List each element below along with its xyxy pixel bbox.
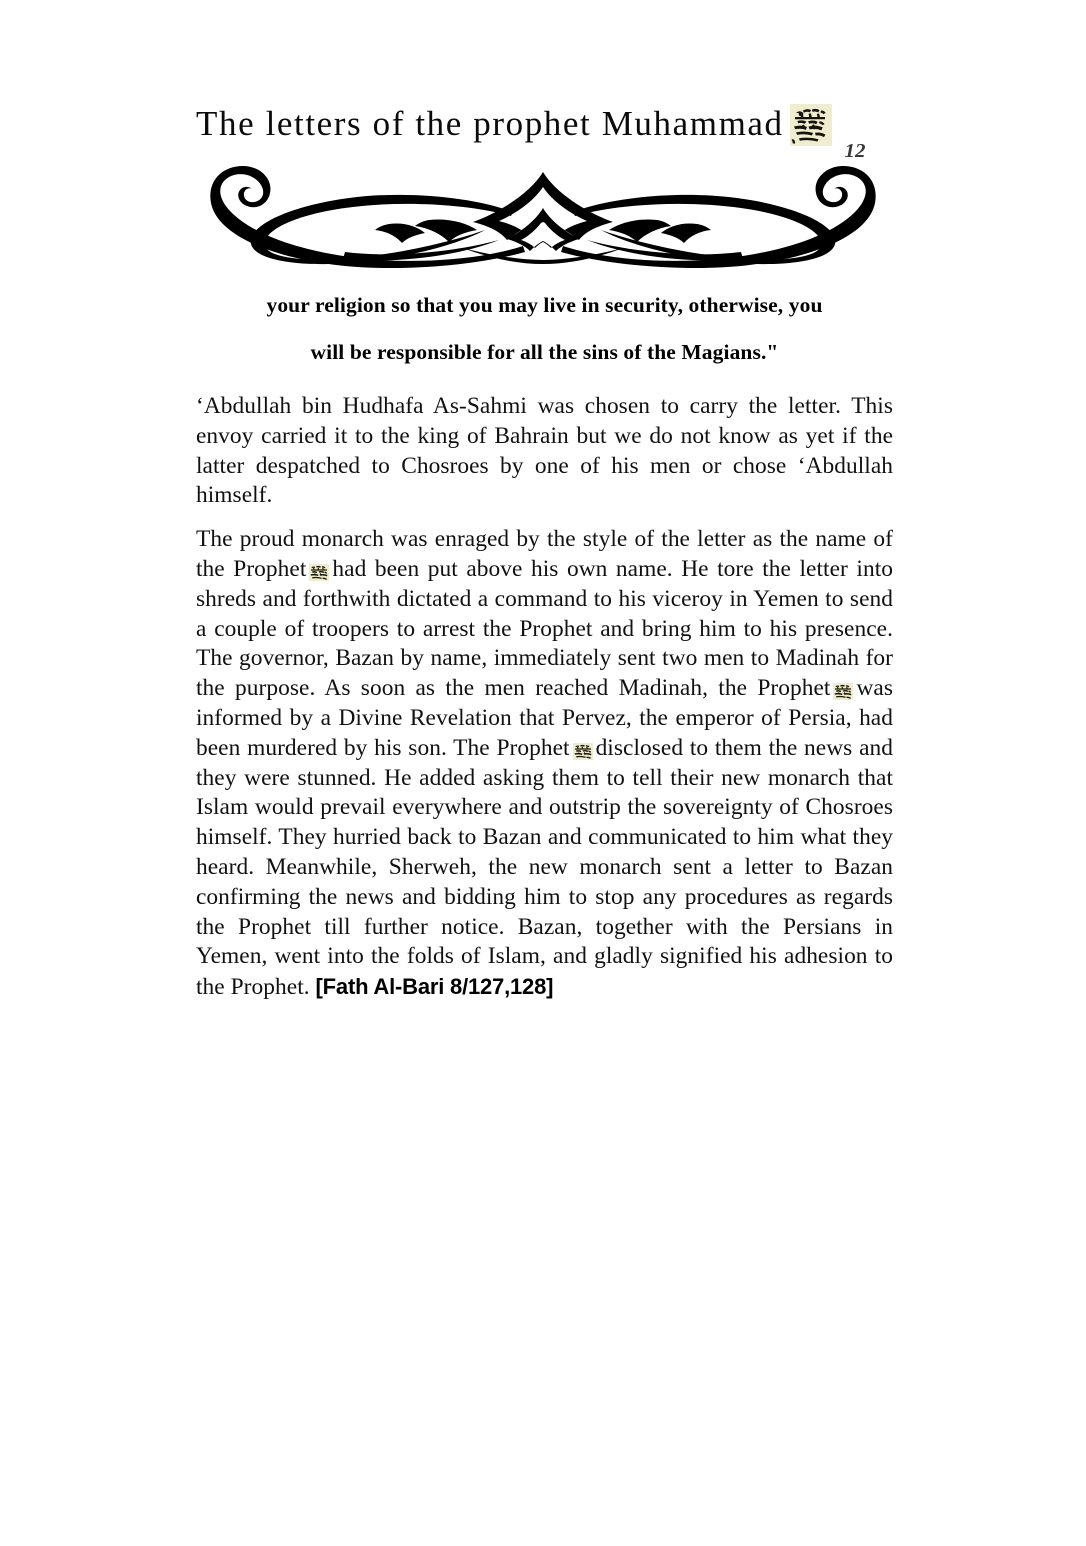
quote-heading-line-1: your religion so that you may live in security, otherwise, you [266,293,823,317]
quote-heading [196,282,893,376]
page-number: 12 [844,140,866,162]
sallallahu-alayhi-wa-sallam-calligraphy-icon [309,564,329,581]
paragraph-monarch-segment-1: The proud monarch was enraged by the style of the letter as the name of the Prophet [196,526,893,582]
paragraph-monarch [196,525,893,1003]
document-body [196,282,893,1003]
decorative-flourish-divider [193,160,893,268]
sallallahu-alayhi-wa-sallam-calligraphy-icon [790,104,832,146]
paragraph-monarch-segment-2: had been put above his own name. He tore the letter into shreds and forthwith dictated a command to his viceroy in Yemen to send a couple of troopers to arrest the Prophet and bring him to his presence. The governor, Bazan by name, immediately sent two men to Madinah for the purpose. As soon as the men reached Madinah, the Prophet [196,555,893,702]
sallallahu-alayhi-wa-sallam-calligraphy-icon [573,743,593,760]
quote-heading-line-2: will be responsible for all the sins of the Magians." [310,340,779,364]
paragraph-monarch-segment-4: disclosed to them the news and they were stunned. He added asking them to tell their new monarch that Islam would prevail everywhere and outstrip the sovereignty of Chosroes himself. They hurried back to Bazan and communicated to him what they heard. Meanwhile, Sherweh, the new monarch sent a letter to Bazan confirming the news and bidding him to stop any procedures as regards the Prophet till further notice. Bazan, together with the Persians in Yemen, went into the folds of Islam, and gladly signified his adhesion to the Prophet. [196,734,893,1001]
source-citation: [Fath Al-Bari 8/127,128] [315,974,554,1000]
paragraph-envoy: ‘Abdullah bin Hudhafa As-Sahmi was chosen to carry the letter. This envoy carried it to the king of Bahrain but we do not know as yet if the latter despatched to Chosroes by one of his men or chose ‘Abdullah himself. [196,393,893,509]
paragraph-monarch-segment-3: was informed by a Divine Revelation that Pervez, the emperor of Persia, had been murdered by his son. The Prophet [196,675,893,761]
sallallahu-alayhi-wa-sallam-calligraphy-icon [833,683,853,700]
header-title-row [196,102,896,164]
page-header [0,0,1086,270]
page-title: The letters of the prophet Muhammad [196,104,784,143]
